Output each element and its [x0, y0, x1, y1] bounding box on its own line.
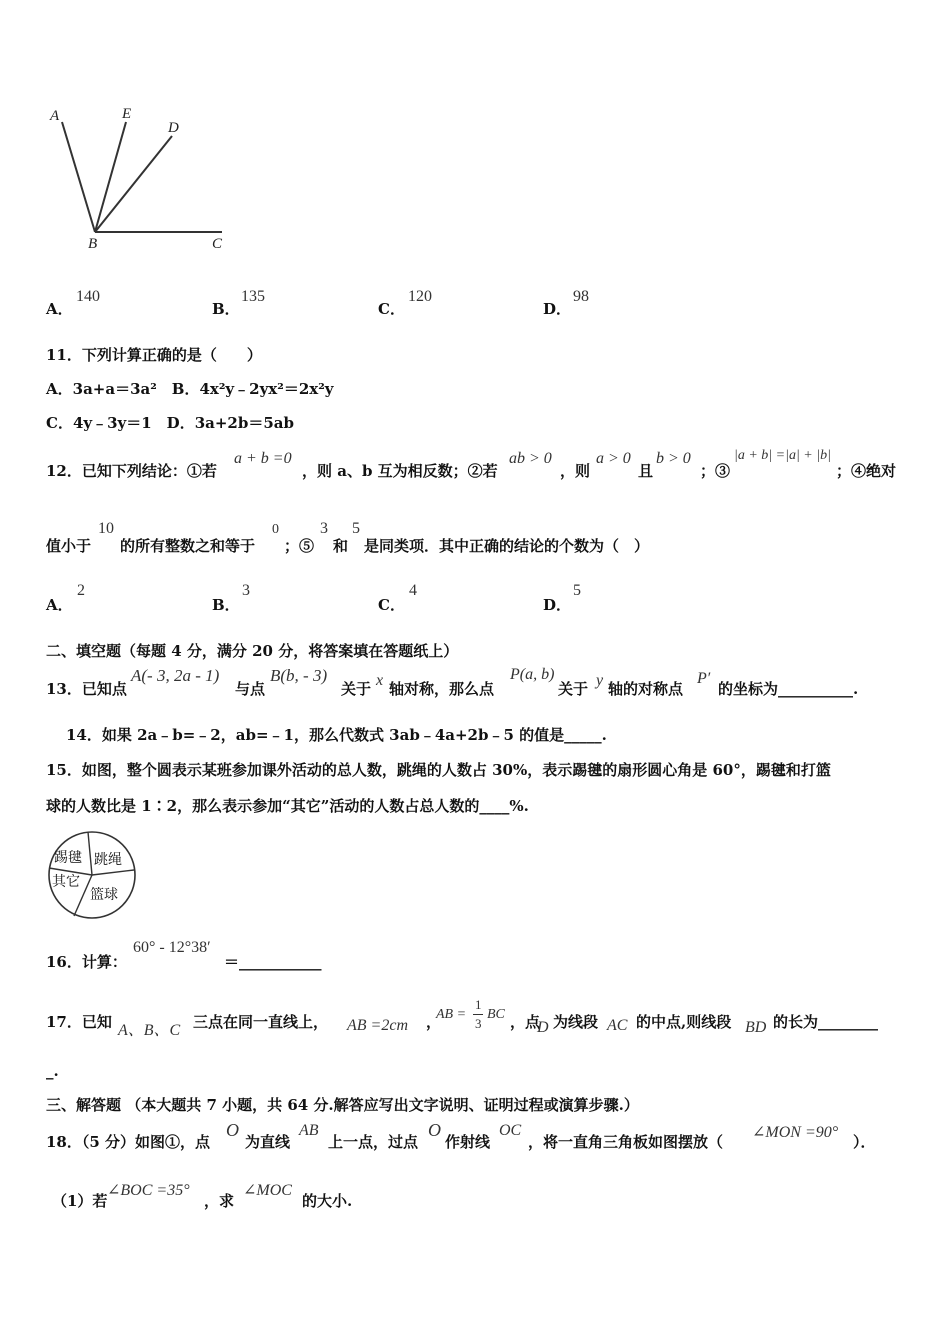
q18-1-math-1: ∠BOC =35°: [107, 1182, 190, 1199]
label-b: B: [88, 236, 98, 252]
q12-text-2: ，则 a、b 互为相反数；②若: [302, 462, 498, 480]
section-3-heading: 三、解答题 （本大题共 7 小题，共 64 分.解答应写出文字说明、证明过程或演算步骤.）: [46, 1096, 639, 1114]
q13-math-5: y: [596, 672, 604, 689]
pie-label-tiaosheng: 跳绳: [94, 852, 122, 868]
q13-text-3: 关于: [341, 680, 372, 698]
q17-text-3: ，: [426, 1013, 442, 1031]
q13-text-2: 与点: [235, 680, 266, 698]
pie-divider-right: [92, 870, 134, 875]
q17-math-4: D: [537, 1019, 549, 1036]
q12-math-5: |a + b| =|a| + |b|: [734, 448, 831, 463]
label-d: D: [168, 120, 179, 136]
q12-option-d-letter: D．: [543, 596, 572, 614]
q13-math-4: P(a, b): [510, 666, 555, 683]
pie-label-qita: 其它: [52, 874, 80, 890]
q17-math-3b: BC: [487, 1007, 505, 1022]
q13-text-1: 13．已知点: [46, 680, 127, 698]
q12-text-9: ；⑤: [284, 537, 315, 555]
q17-frac-num: 1: [475, 997, 482, 1012]
pie-label-lanqiu: 篮球: [90, 887, 118, 903]
label-c: C: [212, 236, 223, 252]
q18-1-text-2: ，求: [204, 1192, 235, 1210]
q18-1-text-3: 的大小.: [302, 1192, 353, 1210]
q12-option-b-letter: B．: [212, 596, 240, 614]
q13-text-5: 关于: [558, 680, 589, 698]
q17-math-5: AC: [607, 1017, 628, 1034]
q12-text-7: 值小于: [46, 537, 92, 555]
q12-option-a-value: 2: [77, 582, 85, 599]
q12-option-c-letter: C．: [378, 596, 405, 614]
q13-math-1: A(- 3, 2a - 1): [131, 666, 220, 685]
q10-option-c-letter: C．: [378, 300, 405, 318]
ray-bd: [95, 136, 172, 232]
q12-option-a-letter: A．: [46, 596, 73, 614]
q12-math-1: a + b =0: [234, 450, 292, 467]
q17-text-7: 的长为________: [773, 1013, 879, 1031]
ray-ba: [62, 122, 95, 232]
q16-text-1: 16．计算：: [46, 953, 127, 971]
q12-text-6: ；④绝对: [836, 462, 897, 480]
q10-option-b-letter: B．: [212, 300, 240, 318]
q11-line1: A．3a+a＝3a² B．4x²y﹣2yx²＝2x²y: [46, 380, 334, 398]
q13-text-6: 轴的对称点: [608, 680, 684, 698]
q12-text-8: 的所有整数之和等于: [120, 537, 256, 555]
q10-option-a-value: 140: [76, 288, 100, 305]
q18-1-text-1: （1）若: [52, 1192, 108, 1210]
q18-text-3: 上一点，过点: [328, 1133, 419, 1151]
q18-math-1: O: [226, 1120, 239, 1140]
q16-math: 60° - 12°38′: [133, 939, 211, 956]
q10-option-c-value: 120: [408, 288, 432, 305]
section-2-heading: 二、填空题（每题 4 分，满分 20 分，将答案填在答题纸上）: [46, 642, 459, 660]
q17-text-1: 17．已知: [46, 1013, 112, 1031]
q13-math-6: P′: [697, 670, 711, 687]
q17-tail: _.: [46, 1062, 59, 1080]
q12-option-b-value: 3: [242, 582, 250, 599]
q18-math-4: OC: [499, 1122, 522, 1139]
q13-math-2: B(b, - 3): [270, 666, 328, 685]
q10-option-a-letter: A．: [46, 300, 73, 318]
q13-math-3: x: [376, 672, 384, 689]
q10-option-d-letter: D．: [543, 300, 572, 318]
q12-text-3: ，则: [560, 462, 591, 480]
q11-line2: C．4y﹣3y＝1 D．3a+2b＝5ab: [46, 414, 294, 432]
q18-math-3: O: [428, 1120, 441, 1140]
q12-math-6: 10: [98, 520, 114, 537]
q17-math-1: A、B、C: [118, 1022, 181, 1039]
q18-math-5: ∠MON =90°: [752, 1124, 839, 1141]
q12-math-9: 5: [352, 520, 360, 537]
q18-1-math-2: ∠MOC: [243, 1182, 292, 1199]
q12-math-7: 0: [272, 522, 279, 537]
q17-text-5: 为线段: [553, 1013, 599, 1031]
q17-text-2: 三点在同一直线上，: [193, 1013, 329, 1031]
q13-text-7: 的坐标为__________.: [718, 680, 859, 698]
label-a: A: [50, 108, 60, 124]
pie-divider-top: [88, 832, 92, 875]
q11-stem: 11．下列计算正确的是（ ）: [46, 346, 262, 364]
q17-frac-bar: [473, 1014, 483, 1015]
q12-math-2: ab > 0: [509, 450, 552, 467]
q17-math-6: BD: [745, 1019, 767, 1036]
q18-math-2: AB: [299, 1122, 319, 1139]
q14-text: 14．如果 2a﹣b=﹣2，ab=﹣1，那么代数式 3ab﹣4a+2b﹣5 的值是_____.: [66, 726, 607, 744]
q12-text-4: 且: [638, 462, 654, 480]
ray-be: [95, 122, 126, 232]
q15-line1: 15．如图，整个圆表示某班参加课外活动的总人数，跳绳的人数占 30%，表示踢毽的扇形圆心角是 60°，踢毽和打篮: [46, 761, 831, 779]
q17-text-6: 的中点,则线段: [636, 1013, 732, 1031]
q18-text-1: 18．（5 分）如图①，点: [46, 1133, 211, 1151]
q18-text-5: ，将一直角三角板如图摆放（: [528, 1133, 724, 1151]
q12-text-11: 是同类项．其中正确的结论的个数为（ ）: [364, 537, 650, 555]
q18-text-6: ）．: [853, 1133, 876, 1151]
q16-text-2: ＝___________: [224, 953, 322, 971]
q12-math-4: b > 0: [656, 450, 691, 467]
q10-option-d-value: 98: [573, 288, 589, 305]
label-e: E: [122, 106, 132, 122]
q12-math-8: 3: [320, 520, 328, 537]
pie-label-jianzi: 踢毽: [54, 850, 82, 866]
q15-line2: 球的人数比是 1∶2，那么表示参加“其它”活动的人数占总人数的____%.: [46, 797, 529, 815]
q17-frac-den: 3: [475, 1016, 482, 1031]
q12-text-1: 12．已知下列结论：①若: [46, 462, 217, 480]
q17-math-2: AB =2cm: [347, 1017, 408, 1034]
q17-text-4: ，点: [510, 1013, 541, 1031]
activity-pie-figure: [44, 830, 140, 920]
q10-option-b-value: 135: [241, 288, 265, 305]
q12-text-10: 和: [333, 537, 349, 555]
q18-text-4: 作射线: [445, 1133, 491, 1151]
q17-math-3a: AB =: [436, 1007, 467, 1022]
angle-figure: [40, 100, 240, 260]
q12-option-c-value: 4: [409, 582, 417, 599]
q13-text-4: 轴对称，那么点: [389, 680, 495, 698]
q12-text-5: ；③: [700, 462, 731, 480]
q18-text-2: 为直线: [245, 1133, 291, 1151]
q12-math-3: a > 0: [596, 450, 631, 467]
q12-option-d-value: 5: [573, 582, 581, 599]
